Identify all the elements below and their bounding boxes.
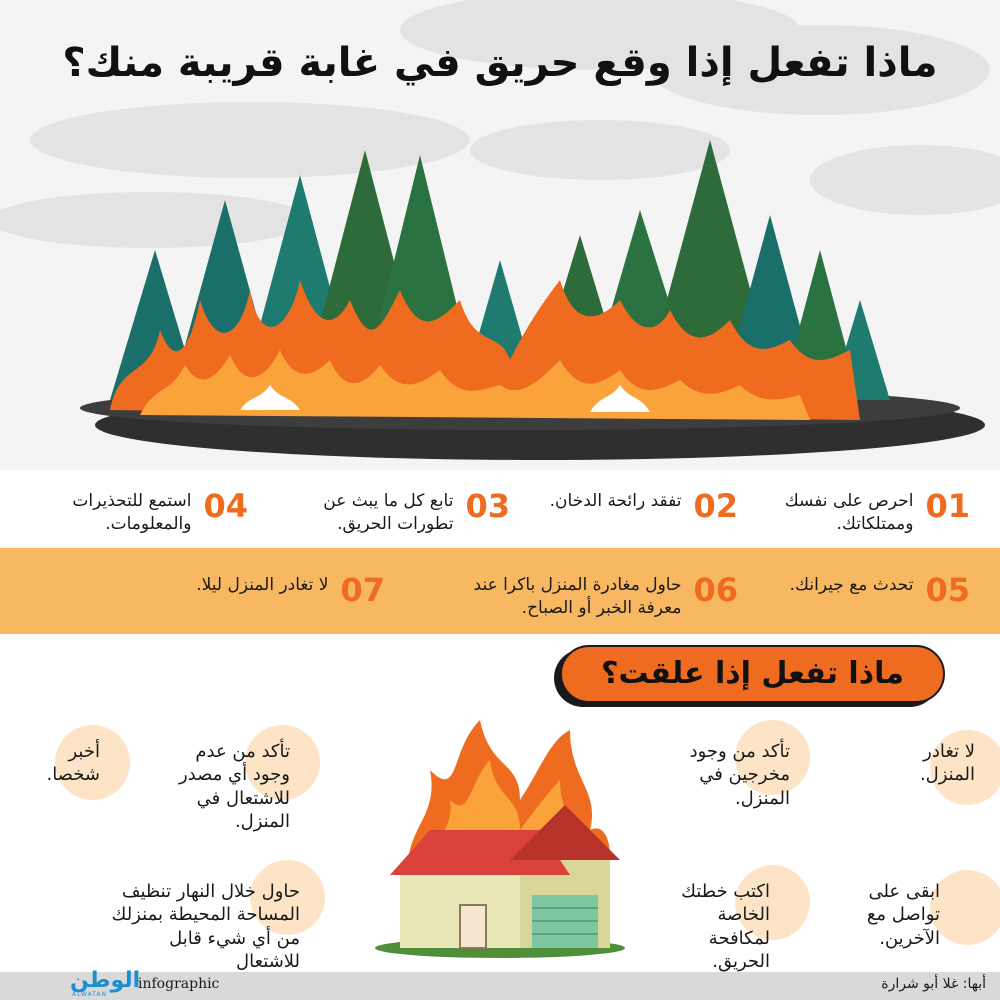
tip-text: استمع للتحذيرات والمعلومات. bbox=[72, 491, 192, 534]
infographic-tag: infographic bbox=[138, 976, 220, 992]
tip-text: احرص على نفسك وممتلكاتك. bbox=[784, 491, 914, 534]
tips-row-1 bbox=[0, 472, 1000, 548]
burning-house-illustration bbox=[370, 710, 630, 964]
trapped-item-1: لا تغادر المنزل. bbox=[919, 741, 975, 786]
trapped-item-2: تأكد من وجود مخرجين في المنزل. bbox=[689, 741, 790, 809]
alwatan-logo: الوطن bbox=[70, 968, 141, 993]
tip-number: 02 bbox=[693, 487, 738, 525]
tip-number: 06 bbox=[693, 571, 738, 609]
tip-number: 05 bbox=[925, 571, 970, 609]
tip-06 bbox=[428, 571, 738, 620]
tip-04 bbox=[38, 487, 248, 536]
trapped-item-4: أخبر شخصا. bbox=[46, 741, 100, 786]
tip-text: تحدث مع جيرانك. bbox=[789, 575, 914, 595]
forest-fire-illustration bbox=[0, 0, 1000, 470]
footer-bar bbox=[0, 968, 1000, 1000]
burning-house-icon bbox=[370, 710, 630, 960]
tip-text: حاول مغادرة المنزل باكرا عند معرفة الخبر أو الصباح. bbox=[473, 575, 682, 618]
bullet-circle bbox=[930, 870, 1000, 945]
trapped-item-6: اكتب خطتك الخاصة لمكافحة الحريق. bbox=[681, 881, 770, 973]
tip-07 bbox=[135, 571, 385, 609]
alwatan-logo-latin: ALWATAN bbox=[72, 991, 107, 998]
tip-05 bbox=[740, 571, 970, 609]
tip-number: 01 bbox=[925, 487, 970, 525]
trapped-item-5: ابقى على تواصل مع الآخرين. bbox=[866, 881, 940, 949]
tip-02 bbox=[528, 487, 738, 525]
tip-03 bbox=[285, 487, 510, 536]
tip-01 bbox=[740, 487, 970, 536]
tip-text: تفقد رائحة الدخان. bbox=[549, 491, 682, 511]
author-credit: أبها: غلا أبو شرارة bbox=[881, 976, 986, 992]
trapped-item-7: حاول خلال النهار تنظيف المساحة المحيطة بمنزلك من أي شيء قابل للاشتعال bbox=[111, 881, 300, 973]
tip-text: لا تغادر المنزل ليلا. bbox=[196, 575, 329, 595]
tip-number: 07 bbox=[340, 571, 385, 609]
trapped-item-3: تأكد من عدم وجود أي مصدر للاشتعال في المنزل. bbox=[178, 741, 290, 833]
tip-text: تابع كل ما يبث عن تطورات الحريق. bbox=[323, 491, 454, 534]
tip-number: 04 bbox=[203, 487, 248, 525]
tips-row-2 bbox=[0, 548, 1000, 634]
tip-number: 03 bbox=[465, 487, 510, 525]
trapped-section-title: ماذا تفعل إذا علقت؟ bbox=[560, 645, 945, 703]
page-title: ماذا تفعل إذا وقع حريق في غابة قريبة منك؟ bbox=[62, 40, 938, 86]
